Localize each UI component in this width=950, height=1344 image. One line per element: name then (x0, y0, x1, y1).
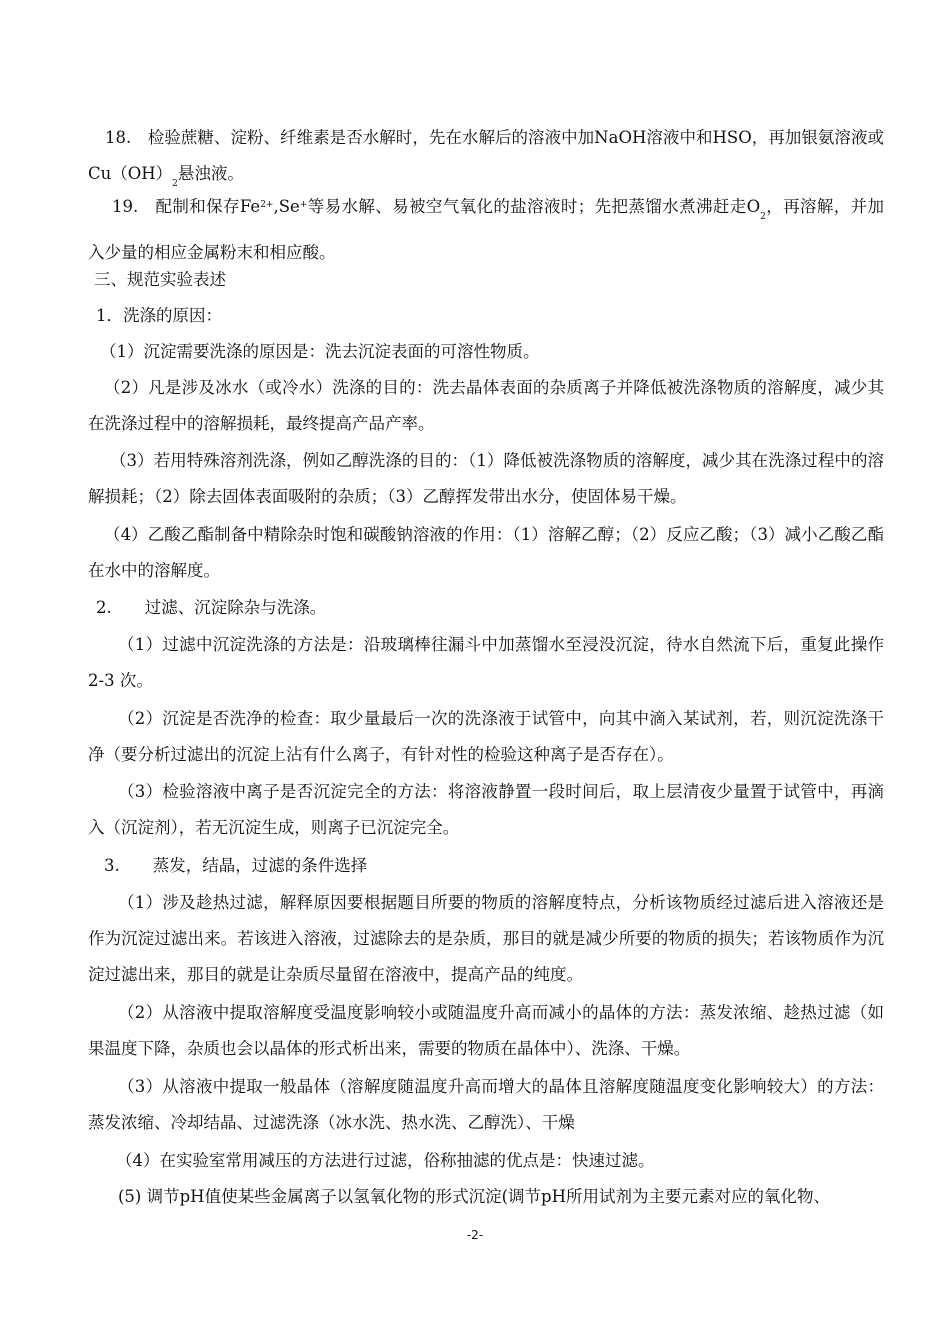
s1-paragraph-4: （4）乙酸乙酯制备中精除杂时饱和碳酸钠溶液的作用：（1）溶解乙醇；（2）反应乙酸；（3）减小乙酸乙酯在水中的溶解度。 (88, 525, 884, 580)
s1-paragraph-1: （1）沉淀需要洗涤的原因是：洗去沉淀表面的可溶性物质。 (100, 342, 540, 361)
s3-paragraph-4: （4）在实验室常用减压的方法进行过滤，俗称抽滤的优点是：快速过滤。 (116, 1151, 655, 1170)
subscript-o2: 2 (760, 212, 766, 222)
item-18-text-end: 悬浊液。 (177, 164, 244, 183)
section-heading: 三、规范实验表述 (94, 270, 226, 289)
item-19-text-c: 等易水解、易被空气氧化的盐溶液时；先把蒸馏水煮沸赶走O (307, 197, 761, 216)
s1-heading: 1．洗涤的原因： (96, 306, 222, 325)
item-19-text-a: 19. 配制和保存Fe (112, 197, 261, 216)
s2-paragraph-2: （2）沉淀是否洗净的检查：取少量最后一次的洗涤液于试管中，向其中滴入某试剂，若，则沉淀洗涤干净（要分析过滤出的沉淀上沾有什么离子，有针对性的检验这种离子是否存在）。 (88, 709, 884, 764)
s1-paragraph-3: （3）若用特殊溶剂洗涤，例如乙醇洗涤的目的：（1）降低被洗涤物质的溶解度，减少其在洗涤过程中的溶解损耗；（2）除去固体表面吸附的杂质；（3）乙醇挥发带出水分，使固体易干燥。 (88, 451, 884, 506)
s3-paragraph-3: （3）从溶液中提取一般晶体（溶解度随温度升高而增大的晶体且溶解度随温度变化影响较大）的方法：蒸发浓缩、冷却结晶、过滤洗涤（冰水洗、热水洗、乙醇洗）、干燥 (88, 1077, 884, 1132)
item-18-text: 18. 检验蔗糖、淀粉、纤维素是否水解时，先在水解后的溶液中加NaOH溶液中和HSO，再加银氨溶液或Cu（OH） (88, 128, 884, 183)
subscript-2: 2 (172, 179, 178, 189)
page-number: -2- (466, 1228, 484, 1242)
s3-paragraph-5: (5) 调节pH值使某些金属离子以氢氧化物的形式沉淀(调节pH所用试剂为主要元素对应的氧化物、 (118, 1187, 830, 1206)
s3-paragraph-2: （2）从溶液中提取溶解度受温度影响较小或随温度升高而减小的晶体的方法：蒸发浓缩、趁热过滤（如果温度下降，杂质也会以晶体的形式析出来，需要的物质在晶体中）、洗涤、干燥。 (88, 1003, 884, 1058)
item-19 (88, 187, 884, 271)
s2-paragraph-3: （3）检验溶液中离子是否沉淀完全的方法：将溶液静置一段时间后，取上层清夜少量置于试管中，再滴入（沉淀剂），若无沉淀生成，则离子已沉淀完全。 (88, 782, 884, 837)
superscript-se: + (299, 200, 308, 210)
s2-paragraph-1: （1）过滤中沉淀洗涤的方法是：沿玻璃棒往漏斗中加蒸馏水至浸没沉淀，待水自然流下后，重复此操作 2-3 次。 (88, 635, 884, 690)
s2-heading: 2. 过滤、沉淀除杂与洗涤。 (96, 598, 327, 617)
s1-paragraph-2: （2）凡是涉及冰水（或冷水）洗涤的目的：洗去晶体表面的杂质离子并降低被洗涤物质的溶解度，减少其在洗涤过程中的溶解损耗，最终提高产品产率。 (88, 378, 884, 433)
superscript-fe: 2+ (260, 200, 274, 210)
s3-heading: 3. 蒸发，结晶，过滤的条件选择 (104, 856, 368, 875)
item-19-text-b: ,Se (273, 197, 300, 216)
s3-paragraph-1: （1）涉及趁热过滤，解释原因要根据题目所要的物质的溶解度特点，分析该物质经过滤后进入溶液还是作为沉淀过滤出来。若该进入溶液，过滤除去的是杂质，那目的就是减少所要的物质的损失；若该物质作为沉淀过滤出来，那目的就是让杂质尽量留在溶液中，提高产品的纯度。 (88, 893, 884, 984)
item-19-text-d: ，再溶解，并加入少量的相应金属粉末和相应酸。 (88, 197, 884, 262)
